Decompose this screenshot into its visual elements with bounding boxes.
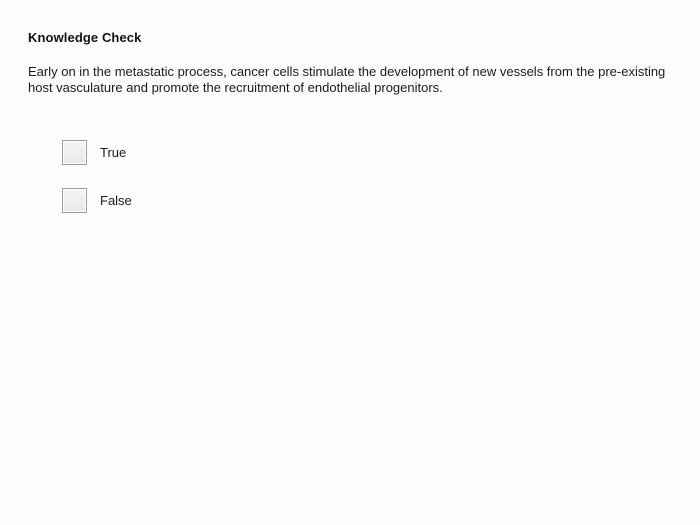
- option-true-label: True: [100, 144, 127, 160]
- true-checkbox[interactable]: [62, 140, 87, 165]
- question-text: Early on in the metastatic process, cancer cells stimulate the development of new vessels from the pre-existing host vasculature and promote the recruitment of endothelial progenitors.: [28, 64, 666, 95]
- false-checkbox[interactable]: [62, 188, 87, 213]
- option-false-label: False: [100, 192, 132, 208]
- option-true[interactable]: [62, 138, 132, 166]
- page-title: Knowledge Check: [28, 30, 142, 45]
- option-false[interactable]: [62, 186, 132, 214]
- answer-options: [62, 138, 132, 234]
